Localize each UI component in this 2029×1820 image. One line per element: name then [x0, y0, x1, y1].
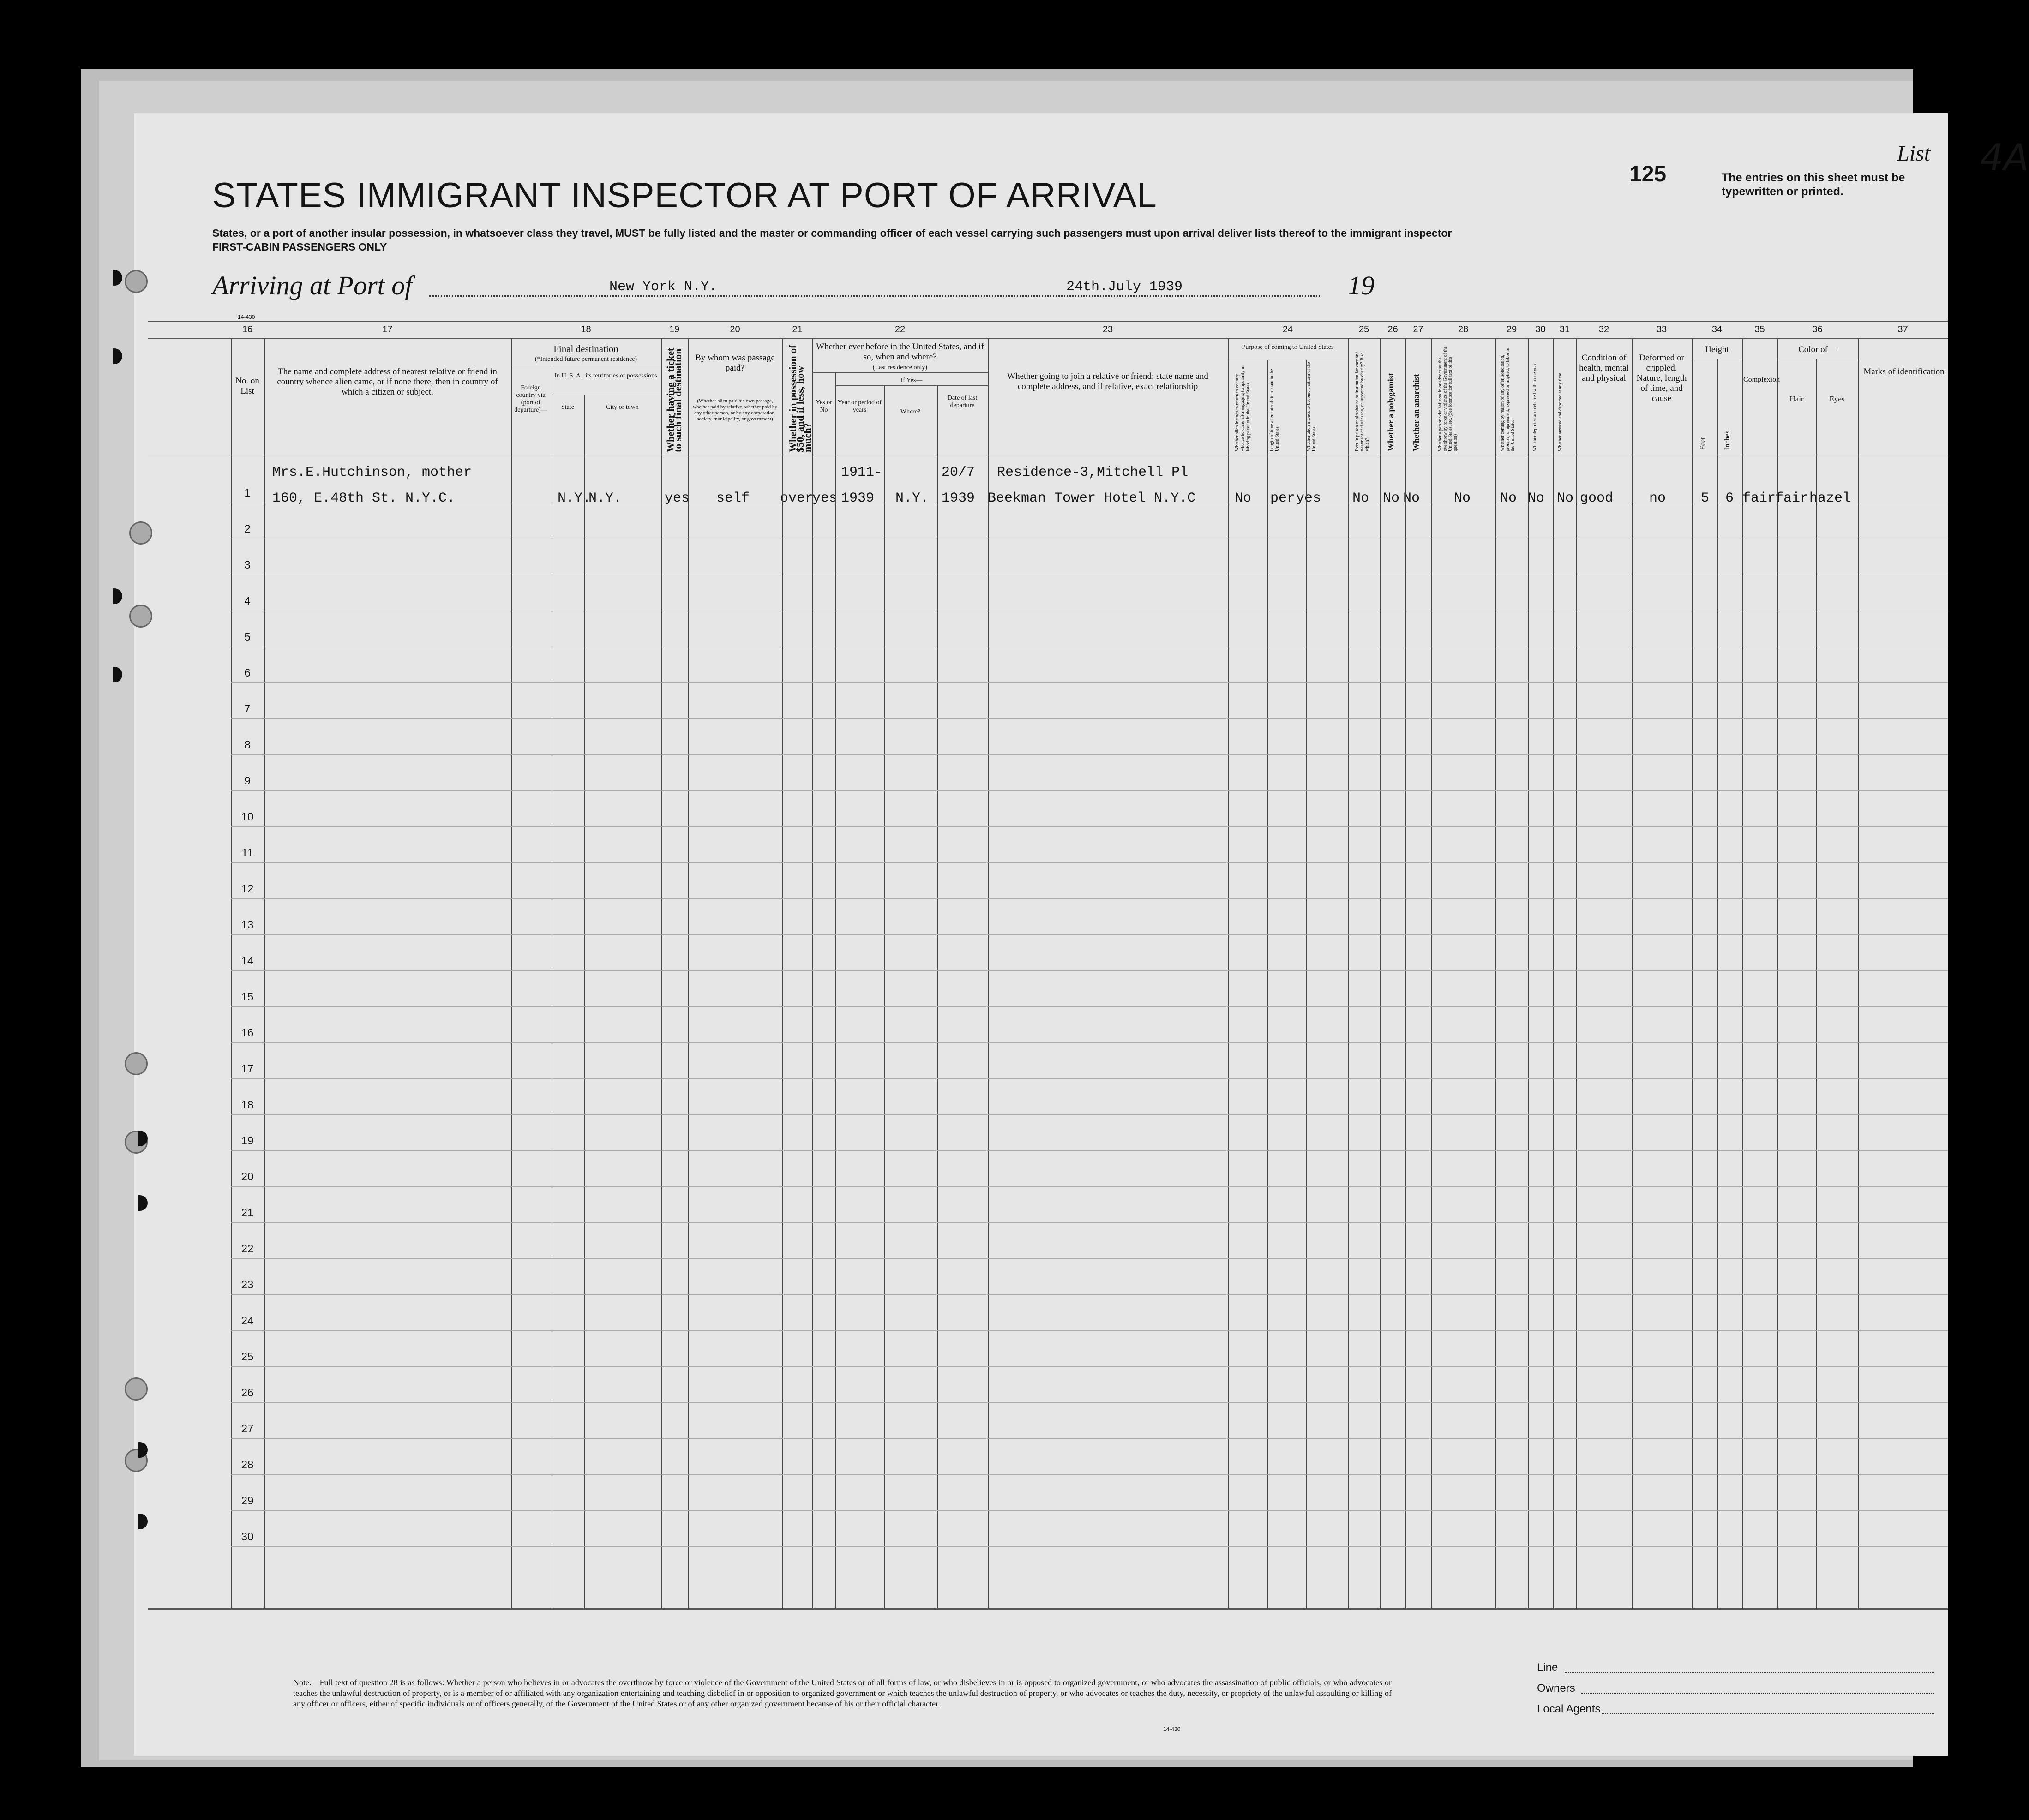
row-rule: [231, 862, 1948, 863]
header-marks: Marks of identification: [1863, 367, 1945, 377]
instructions-line-1: States, or a port of another insular possession, in whatsoever class they travel, MUST be fully listed and the master or commanding officer of each vessel carrying such passengers must upon arrival deliver lists thereof to the immigrant inspector: [212, 227, 1452, 239]
entry-anarchist: No: [1403, 491, 1420, 506]
header-in-usa: In U. S. A., its territories or possessions: [554, 372, 657, 379]
colnum-16: 16: [242, 324, 253, 335]
footnote-question-28: Note.—Full text of question 28 is as follows: Whether a person who believes in or advocates the overthrow by force or violence of the Government of the United States or of all forms of law, or who disbelieves in or is opposed to organized government, or who advocates the assassination of public officials, or who advocates or teaches the unlawful destruction of property, or is a member of or affiliated with any organization entertaining and teaching disbelief in or opposition to organized government or which teaches the unlawful destruction of property, or who advocates or teaches the duty, necessity, or propriety of the unlawful assaulting or killing of any officer or officers, either of specific individuals or of officers generally, of the Government of the United States or of any other organized government because of his or their official character.: [293, 1678, 1392, 1708]
header-deformed: Deformed or crippled. Nature, length of time, and cause: [1636, 353, 1687, 403]
header-passage-note: (Whether alien paid his own passage, whether paid by relative, whether paid by any other person, or by any corporation, society, municipality, or government): [693, 398, 777, 422]
row-rule: [231, 1294, 1948, 1295]
column-number-rule: [148, 338, 1948, 339]
header-city: City or town: [606, 404, 639, 411]
entry-state: N.Y.: [558, 491, 591, 506]
column-rule: [1495, 338, 1496, 1608]
row-number: 16: [241, 1027, 254, 1039]
column-rule: [1228, 338, 1229, 1608]
entry-date-line2: 1939: [942, 491, 975, 506]
row-number: 26: [241, 1387, 254, 1399]
header-purpose: Purpose of coming to United States: [1242, 344, 1334, 351]
row-number: 8: [244, 739, 251, 751]
row-rule: [231, 790, 1948, 791]
header-complexion: Complexion: [1743, 376, 1780, 383]
column-rule: [1576, 338, 1577, 1608]
header-prison: Ever in prison or almshouse or institution for care and treatment of the insane, or supported by charity? If so, which?: [1355, 351, 1370, 451]
row-number: 21: [241, 1207, 254, 1219]
entry-become-citizen: yes: [1296, 491, 1321, 506]
row-number: 17: [241, 1063, 254, 1075]
entry-deformed: no: [1649, 491, 1666, 506]
row-rule: [231, 1186, 1948, 1187]
entry-ticket: yes: [665, 491, 690, 506]
arrival-port-line: [212, 270, 1459, 302]
row-number: 2: [244, 523, 251, 535]
punch-hole: [125, 1377, 148, 1401]
colnum-33: 33: [1656, 324, 1667, 335]
row-number: 13: [241, 919, 254, 931]
instructions-line-2: FIRST-CABIN PASSENGERS ONLY: [212, 241, 387, 253]
row-rule: [231, 1222, 1948, 1223]
entry-length-of-stay: per: [1270, 491, 1296, 506]
header-foreign-country: Foreign country via (port of departure)—: [514, 384, 547, 413]
colnum-37: 37: [1897, 324, 1908, 335]
header-period: Year or period of years: [837, 399, 882, 413]
entry-overthrow: No: [1454, 491, 1471, 506]
column-rule: [1380, 338, 1381, 1608]
list-value: 4A: [1980, 136, 2029, 179]
entry-joining-line2: Beekman Tower Hotel N.Y.C: [988, 491, 1196, 506]
entry-where: N.Y.: [895, 491, 929, 506]
row-rule: [231, 1330, 1948, 1331]
row-number: 12: [241, 883, 254, 895]
column-rule: [584, 395, 585, 1608]
row-number: 22: [241, 1243, 254, 1255]
header-hair: Hair: [1789, 395, 1804, 403]
row-number: 7: [244, 703, 251, 715]
row-number: 10: [241, 811, 254, 823]
row-rule: [231, 826, 1948, 827]
column-rule: [1405, 338, 1406, 1608]
colnum-23: 23: [1102, 324, 1113, 335]
entry-date-line1: 20/7: [942, 465, 975, 480]
column-rule: [988, 338, 989, 1608]
row-rule: [231, 1042, 1948, 1043]
column-rule: [1553, 338, 1554, 1608]
colnum-30: 30: [1535, 324, 1546, 335]
header-before-in-us: Whether ever before in the United States, and if so, when and where?: [816, 342, 984, 362]
manifest-table: [134, 316, 1948, 1622]
line-label: Line: [1537, 1661, 1558, 1674]
header-no-on-list: No. on List: [235, 376, 259, 396]
arrival-date: 24th.July 1939: [1066, 279, 1183, 295]
list-note: The entries on this sheet must be typewritten or printed.: [1722, 171, 1905, 198]
owners-label: Owners: [1537, 1682, 1575, 1694]
row-rule: [231, 898, 1948, 899]
subrule-22: [812, 372, 988, 373]
row-number: 11: [241, 847, 253, 859]
row-rule: [231, 1474, 1948, 1475]
header-final-destination: Final destination: [553, 343, 618, 354]
header-anarchist: Whether an anarchist: [1411, 374, 1421, 451]
header-purpose-return: Whether alien intends to return to country whence he came after engaging temporarily in laboring pursuits in the United States: [1235, 365, 1251, 451]
header-feet: Feet: [1699, 437, 1707, 450]
entry-period-line2: 1939: [841, 491, 875, 506]
column-rule: [884, 385, 885, 1608]
entry-hair: fair: [1775, 491, 1809, 506]
entry-purpose-return: No: [1235, 491, 1252, 506]
entry-relative-line1: Mrs.E.Hutchinson, mother: [272, 465, 472, 480]
colnum-19: 19: [669, 324, 680, 335]
row-rule: [231, 1402, 1948, 1403]
column-rule: [937, 385, 938, 1608]
row-number: 3: [244, 559, 251, 571]
header-deported-one-year: Whether deported and debarred within one year: [1532, 363, 1537, 451]
header-height: Height: [1705, 345, 1729, 354]
header-purpose-length: Length of time alien intends to remain in the United States: [1269, 369, 1280, 451]
entry-period-line1: 1911-: [841, 465, 883, 480]
header-polygamist: Whether a polygamist: [1386, 373, 1395, 451]
column-rule: [1431, 338, 1432, 1608]
row-number: 18: [241, 1099, 254, 1111]
entry-polygamist: No: [1383, 491, 1400, 506]
column-rule: [1267, 360, 1268, 1608]
row-rule: [231, 682, 1948, 683]
column-rule: [1632, 338, 1633, 1608]
column-rule: [1777, 338, 1778, 1608]
row-number: 30: [241, 1531, 254, 1543]
colnum-35: 35: [1754, 324, 1765, 335]
column-rule: [688, 338, 689, 1608]
header-if-yes: If Yes—: [900, 377, 923, 384]
column-rule: [1692, 338, 1693, 1608]
colnum-20: 20: [730, 324, 740, 335]
header-fifty-dollars: Whether in possession of $50, and if less, how much?: [787, 345, 813, 452]
owners-dotted: [1581, 1693, 1934, 1694]
header-passage-paid: By whom was passage paid?: [695, 353, 775, 373]
punch-hole: [129, 605, 152, 628]
row-rule: [231, 1078, 1948, 1079]
year-prefix: 19: [1348, 270, 1375, 300]
entry-prison: No: [1352, 491, 1369, 506]
header-color-of: Color of—: [1798, 345, 1837, 354]
row-number: 25: [241, 1351, 254, 1363]
column-rule: [1306, 360, 1307, 1608]
row-number: 27: [241, 1423, 254, 1435]
column-rule: [782, 338, 783, 1608]
row-rule: [231, 1258, 1948, 1259]
row-number: 6: [244, 667, 251, 679]
row-number: 9: [244, 775, 251, 787]
form-code-bottom: 14-430: [1163, 1726, 1181, 1732]
list-label: List: [1897, 141, 1931, 166]
list-block: [1722, 136, 2029, 198]
column-rule: [264, 338, 265, 1608]
local-agents-label: Local Agents: [1537, 1703, 1601, 1715]
entry-deported-one-year: No: [1528, 491, 1545, 506]
header-where: Where?: [900, 408, 921, 415]
agents-dotted: [1602, 1713, 1934, 1714]
colnum-25: 25: [1358, 324, 1369, 335]
entry-paid-by: self: [716, 491, 750, 506]
column-rule: [835, 372, 836, 1608]
row-rule: [231, 1438, 1948, 1439]
entry-joining-line1: Residence-3,Mitchell Pl: [997, 465, 1189, 480]
colnum-27: 27: [1413, 324, 1423, 335]
subrule-22b: [835, 385, 988, 386]
row-rule: [231, 754, 1948, 755]
column-rule: [1717, 359, 1718, 1608]
row-rule: [231, 1006, 1948, 1007]
row-number: 29: [241, 1495, 254, 1507]
header-eyes: Eyes: [1829, 395, 1845, 403]
entry-arrested-deported: No: [1557, 491, 1574, 506]
column-rule: [511, 338, 512, 1608]
entry-before-in-us: yes: [812, 491, 838, 506]
header-final-destination-note: (*Intended future permanent residence): [534, 356, 637, 363]
row-number: 4: [244, 595, 251, 607]
column-rule: [661, 338, 662, 1608]
port-name: New York N.Y.: [609, 279, 718, 295]
row-number: 15: [241, 991, 254, 1003]
row-number: 24: [241, 1315, 254, 1327]
entry-health: good: [1580, 491, 1614, 506]
entry-money: over: [780, 491, 814, 506]
header-overthrow: Whether a person who believes in or advocates the overthrow by force or violence of the Government of the United States, etc. (See footnote for full text of this question): [1438, 346, 1458, 451]
manifest-sheet: [134, 113, 2029, 1756]
row-rule: [231, 934, 1948, 935]
header-ticket: Whether having a ticket to such final destination: [665, 347, 684, 452]
page-title: STATES IMMIGRANT INSPECTOR AT PORT OF ARRIVAL: [212, 176, 1157, 215]
column-rule: [812, 338, 813, 1608]
line-dotted: [1565, 1672, 1934, 1673]
entry-relative-line2: 160, E.48th St. N.Y.C.: [272, 491, 456, 506]
header-nearest-relative: The name and complete address of nearest relative or friend in country whence alien came, or if none there, then in country of which a citizen or subject.: [277, 367, 498, 397]
colnum-36: 36: [1812, 324, 1823, 335]
column-rule: [1348, 338, 1349, 1608]
row-number: 14: [241, 955, 254, 967]
row-rule: [231, 718, 1948, 719]
entry-eyes: hazel: [1809, 491, 1851, 506]
column-rule: [1528, 338, 1529, 1608]
colnum-32: 32: [1598, 324, 1609, 335]
header-yes-no: Yes or No: [816, 399, 832, 413]
header-last-departure: Date of last departure: [947, 395, 978, 409]
entry-labor-offer: No: [1500, 491, 1517, 506]
arriving-label: Arriving at Port of: [212, 270, 413, 300]
colnum-17: 17: [382, 324, 393, 335]
sheet-number: 125: [1629, 162, 1667, 186]
header-state: State: [561, 404, 574, 411]
date-dotted-line: [1020, 295, 1320, 297]
header-before-note: (Last residence only): [872, 364, 928, 371]
instructions: [212, 226, 1597, 254]
entry-complexion: fair: [1742, 491, 1776, 506]
punch-hole: [125, 270, 148, 293]
colnum-28: 28: [1458, 324, 1469, 335]
colnum-21: 21: [792, 324, 803, 335]
row-rule: [231, 1114, 1948, 1115]
colnum-24: 24: [1282, 324, 1293, 335]
row-rule: [231, 1510, 1948, 1511]
row-number: 20: [241, 1171, 254, 1183]
punch-hole: [129, 521, 152, 545]
row-rule: [231, 970, 1948, 971]
row-number: 1: [244, 487, 251, 499]
colnum-18: 18: [581, 324, 591, 335]
header-health: Condition of health, mental and physical: [1579, 353, 1629, 383]
header-joining-relative: Whether going to join a relative or friend; state name and complete address, and if relative, exact relationship: [1007, 371, 1208, 391]
row-number: 19: [241, 1135, 254, 1147]
row-rule: [231, 1546, 1948, 1547]
entry-city: N.Y.: [588, 491, 622, 506]
row-rule: [231, 1366, 1948, 1367]
header-purpose-citizen: Whether alien intends to become a citizen of the United States: [1306, 362, 1317, 451]
row-number: 23: [241, 1279, 254, 1291]
punch-hole: [125, 1052, 148, 1075]
header-inches: Inches: [1723, 431, 1731, 450]
entry-feet: 5: [1701, 491, 1710, 506]
column-rule: [1858, 338, 1859, 1608]
colnum-31: 31: [1559, 324, 1570, 335]
entry-inches: 6: [1725, 491, 1734, 506]
row-number: 28: [241, 1459, 254, 1471]
row-rule: [231, 1150, 1948, 1151]
header-labor-offer: Whether coming by reason of any offer, solicitation, promise, or agreement, expressed or implied, to labor in the United States: [1500, 347, 1515, 451]
column-rule: [1816, 359, 1817, 1608]
form-code-top: 14-430: [238, 314, 255, 320]
table-top-rule: [148, 321, 1948, 322]
column-rule: [1742, 338, 1743, 1608]
table-bottom-rule: [148, 1608, 1948, 1610]
row-number: 5: [244, 631, 251, 643]
colnum-26: 26: [1387, 324, 1398, 335]
colnum-22: 22: [894, 324, 906, 335]
colnum-29: 29: [1506, 324, 1517, 335]
header-arrested-deported: Whether arrested and deported at any time: [1558, 373, 1563, 451]
colnum-34: 34: [1711, 324, 1723, 335]
